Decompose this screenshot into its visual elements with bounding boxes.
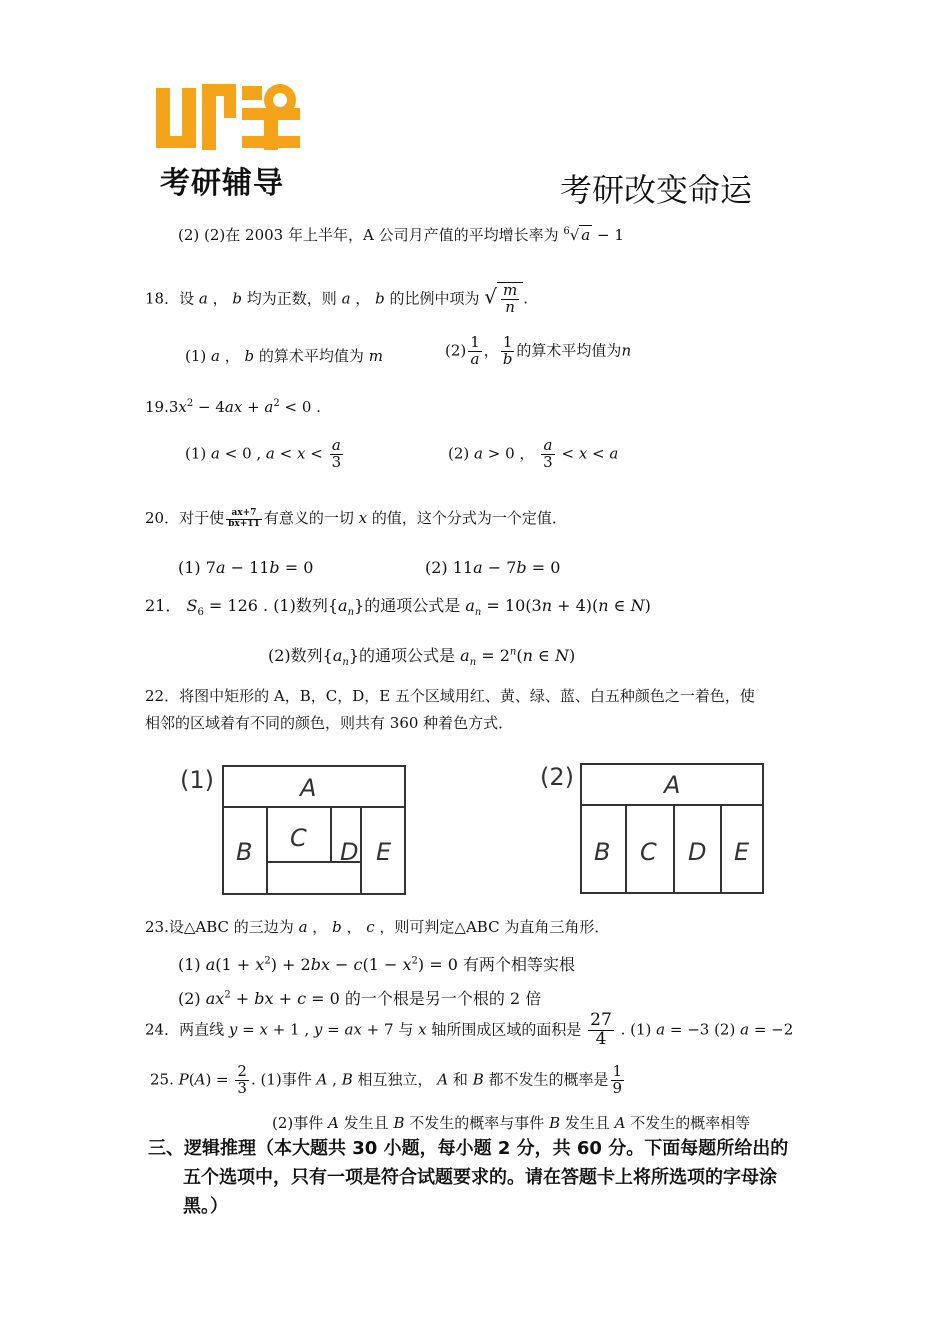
q25-c1b: 相互独立， <box>357 1070 433 1089</box>
q21-c1: (1)数列 <box>273 596 328 615</box>
section-3-line1: 三、逻辑推理（本大题共 30 小题，每小题 2 分，共 60 分。下面每题所给出的 <box>148 1138 789 1159</box>
q18-cond1-text: 的算术平均值为 <box>258 347 364 365</box>
q20-mid: 有意义的一切 <box>263 509 354 527</box>
figure-2-line-2 <box>673 804 675 894</box>
q21-c2: (2)数列 <box>268 646 323 665</box>
q18-condition-1: (1) a ， b 的算术平均值为 m <box>185 347 383 365</box>
q22-line1: 22．将图中矩形的 A，B，C，D，E 五个区域用红、黄、绿、蓝、白五种颜色之一着色，使 <box>145 687 755 705</box>
q17-formula: $^6$√ a − 1 <box>563 226 624 244</box>
q25-c1: (1)事件 <box>260 1070 312 1089</box>
region-e-2: E <box>734 838 750 866</box>
q24-text: 两直线 <box>179 1020 225 1039</box>
q17-condition-2 <box>178 224 624 245</box>
figure-2-line-3 <box>720 804 722 894</box>
q20-pre: 对于使 <box>179 509 225 527</box>
slogan: 考研改变命运 <box>560 171 753 209</box>
q24-number: 24． <box>145 1020 180 1039</box>
logo-mark-icon <box>152 78 302 158</box>
q25-c2: (2)事件 <box>272 1114 324 1132</box>
figure-2-divider <box>580 804 764 806</box>
q23-number: 23. <box>145 918 169 936</box>
q19-condition-1: (1) a < 0 , a < x < $\frac{a}{3}$ <box>185 436 342 471</box>
q19-number: 19. <box>145 398 169 416</box>
region-b-2: B <box>594 838 611 866</box>
q23-condition-2: (2) $ax^2$ + bx + c = 0 的一个根是另一个根的 2 倍 <box>178 989 542 1008</box>
q23-c2: 的一个根是另一个根的 2 倍 <box>344 989 542 1008</box>
q18-cond2-text: 的算术平均值为 <box>516 341 622 360</box>
region-d: D <box>340 838 359 866</box>
q18-text-a: 设 <box>179 289 195 308</box>
q19-condition-2: (2) a > 0 ， $\frac{a}{3}$ < x < a <box>448 436 619 471</box>
section-3-line3: 黑。） <box>183 1196 228 1217</box>
logo-text: 考研辅导 <box>160 166 284 201</box>
q18-number: 18． <box>145 289 180 308</box>
q18-text-b: 均为正数，则 <box>246 289 337 308</box>
q21-condition-2: (2)数列$\{a_n\}$的通项公式是 $a_n = 2^n(n$ ∈ N) <box>268 646 576 669</box>
region-c-2: C <box>640 838 657 866</box>
figure-2-line-1 <box>625 804 627 894</box>
region-a: A <box>300 774 317 802</box>
q23-condition-1: (1) $a(1 + x^2) + 2bx - c(1 - x^2) = 0$ 有两个相等实根 <box>178 955 576 974</box>
q22-line2: 相邻的区域着有不同的颜色，则共有 360 种着色方式． <box>145 714 514 732</box>
q20-condition-2: (2) 11a − 7b = 0 <box>425 558 561 577</box>
q18-text-c: 的比例中项为 <box>389 289 480 308</box>
figure-1-label: (1) <box>180 766 214 794</box>
q18-stem: 18．设 a ， b 均为正数，则 a ， b 的比例中项为 √ $\frac{m}{n}$ . <box>145 281 529 316</box>
figure-1-line-c <box>330 806 332 862</box>
q21-stem: 21． $S_6 = 126$ . (1)数列$\{a_n\}$的通项公式是 $a_n = 10(3n + 4)(n$ ∈ N) <box>145 596 651 619</box>
section-3-heading <box>148 1134 788 1221</box>
q24-stem: 24．两直线 y = x + 1 , y = ax + 7 与 x 轴所围成区域的面积是 $\frac{27}{4}$ . (1) a = −3 (2) a = −2 <box>145 1010 794 1049</box>
figure-1-divider <box>222 806 406 808</box>
q25-c2b: 发生且 <box>343 1114 389 1132</box>
figure-2-label: (2) <box>540 763 574 791</box>
q20-number: 20． <box>145 509 180 527</box>
q23-text: 设△ABC 的三边为 <box>168 918 294 936</box>
q23-c1: 有两个相等实根 <box>463 955 576 974</box>
q21-number: 21． <box>145 596 182 615</box>
q25-c2d: 发生且 <box>564 1114 610 1132</box>
q25-c2e: 不发生的概率相等 <box>630 1114 751 1132</box>
figure-1-line-b <box>266 806 268 895</box>
q25-c1c: 和 <box>452 1070 468 1089</box>
q20-stem: 20．对于使 $\frac{ax+7}{bx+11}$ 有意义的一切 x 的值，这个分式为一个定值． <box>145 508 567 529</box>
q21-c2b: 的通项公式是 <box>359 646 456 665</box>
q21-c1b: 的通项公式是 <box>364 596 461 615</box>
region-b: B <box>236 838 253 866</box>
q25-stem: 25. P(A) = $\frac{2}{3}$ . (1)事件 A , B 相互独立， A 和 B 都不发生的概率是 $\frac{1}{9}$ <box>150 1062 623 1097</box>
q19-stem: $19.3x^2 - 4ax + a^2 < 0$ . <box>145 398 321 416</box>
q24-text3: 轴所围成区域的面积是 <box>431 1020 582 1039</box>
q20-post: 的值，这个分式为一个定值． <box>371 509 567 527</box>
region-e: E <box>376 838 392 866</box>
q17-text: (2) (2)在 2003 年上半年，A 公司月产值的平均增长率为 <box>178 226 559 244</box>
q25-condition-2: (2)事件 A 发生且 B 不发生的概率与事件 B 发生且 A 不发生的概率相等 <box>272 1114 751 1132</box>
q20-condition-1: (1) 7a − 11b = 0 <box>178 558 314 577</box>
q25-c2c: 不发生的概率与事件 <box>409 1114 545 1132</box>
region-a-2: A <box>664 771 681 799</box>
section-3-line2: 五个选项中，只有一项是符合试题要求的。请在答题卡上将所选项的字母涂 <box>183 1167 777 1188</box>
region-c: C <box>290 824 307 852</box>
q18-condition-2: (2) $\frac{1}{a}$ ， $\frac{1}{b}$ 的算术平均值为n <box>445 333 632 368</box>
q24-text2: 与 <box>398 1020 414 1039</box>
q25-number: 25. <box>150 1070 174 1089</box>
region-d-2: D <box>688 838 707 866</box>
q23-text2: ，则可判定△ABC 为直角三角形． <box>379 918 610 936</box>
q25-c1d: 都不发生的概率是 <box>488 1070 609 1089</box>
q22-stem <box>145 683 755 737</box>
q23-stem: 23.设△ABC 的三边为 a ， b ， c ，则可判定△ABC 为直角三角形． <box>145 918 610 936</box>
q20-fraction: $\frac{ax+7}{bx+11}$ <box>228 508 260 529</box>
figure-1-line-e <box>360 806 362 895</box>
